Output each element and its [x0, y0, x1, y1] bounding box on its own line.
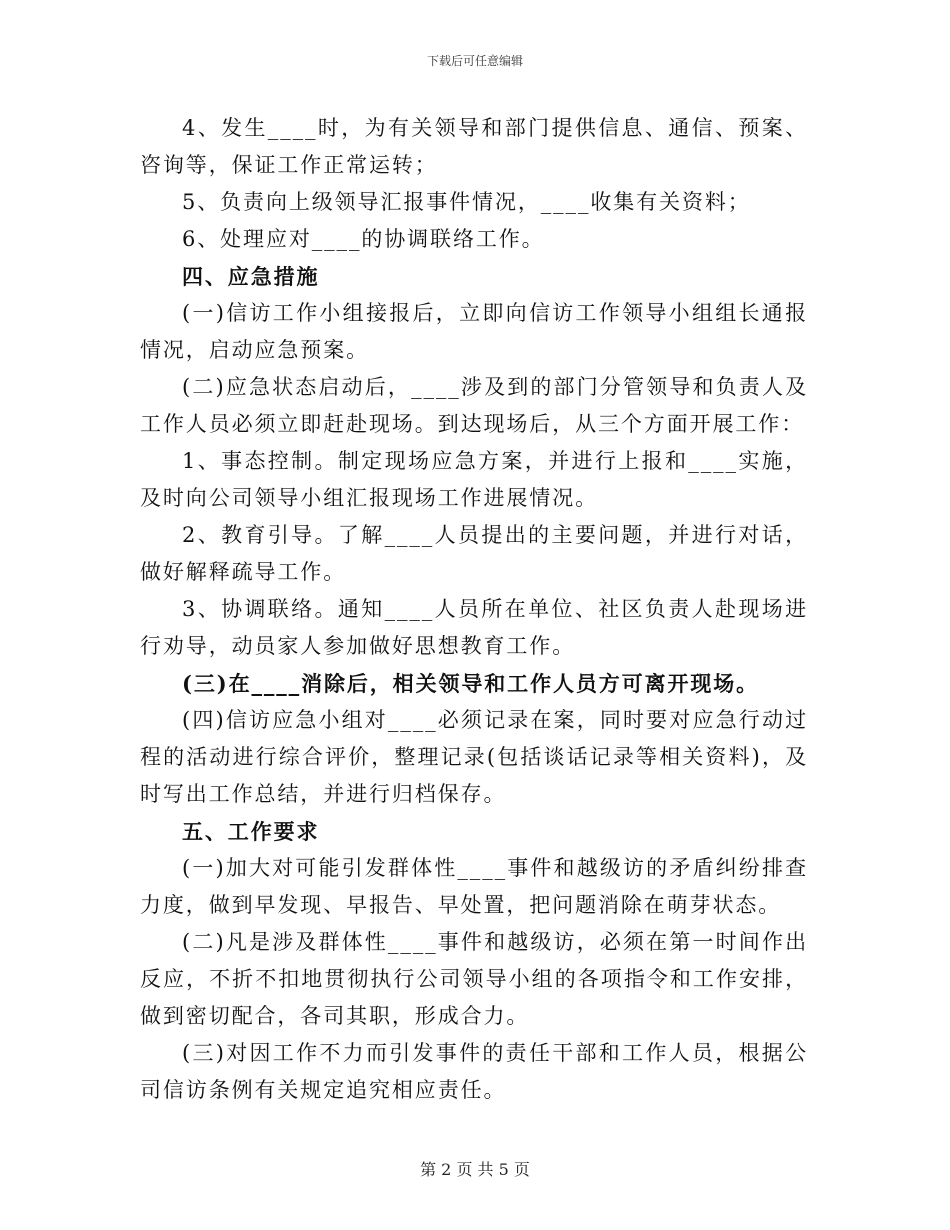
page-footer: 第 2 页 共 5 页 [420, 1160, 530, 1179]
document-body [140, 110, 808, 1109]
paragraph-measure-3-bold: (三)在____消除后，相关领导和工作人员方可离开现场。 [182, 671, 760, 696]
paragraph-measure-4: (四)信访应急小组对____必须记录在案，同时要对应急行动过程的活动进行综合评价，整理记录(包括谈话记录等相关资料)，及时写出工作总结，并进行归档保存。 [140, 708, 808, 806]
paragraph-education-guidance: 2、教育引导。了解____人员提出的主要问题，并进行对话，做好解释疏导工作。 [140, 523, 808, 584]
paragraph-measure-2: (二)应急状态启动后，____涉及到的部门分管领导和负责人及工作人员必须立即赶赴现场。到达现场后，从三个方面开展工作： [140, 375, 808, 436]
paragraph-6: 6、处理应对____的协调联络工作。 [182, 227, 545, 251]
paragraph-coordination: 3、协调联络。通知____人员所在单位、社区负责人赴现场进行劝导，动员家人参加做好思想教育工作。 [140, 597, 808, 658]
paragraph-requirement-1: (一)加大对可能引发群体性____事件和越级访的矛盾纠纷排查力度，做到早发现、早报告、早处置，把问题消除在萌芽状态。 [140, 856, 808, 917]
paragraph-4: 4、发生____时，为有关领导和部门提供信息、通信、预案、咨询等，保证工作正常运转； [140, 116, 808, 177]
page-header: 下载后可任意编辑 [426, 54, 523, 68]
paragraph-requirement-2: (二)凡是涉及群体性____事件和越级访，必须在第一时间作出反应，不折不扣地贯彻执行公司领导小组的各项指令和工作安排，做到密切配合，各司其职，形成合力。 [140, 930, 808, 1028]
section-heading-emergency-measures: 四、应急措施 [182, 264, 320, 289]
paragraph-5: 5、负责向上级领导汇报事件情况，____收集有关资料； [182, 190, 751, 214]
paragraph-requirement-3: (三)对因工作不力而引发事件的责任干部和工作人员，根据公司信访条例有关规定追究相应责任。 [140, 1041, 808, 1102]
paragraph-event-control: 1、事态控制。制定现场应急方案，并进行上报和____实施，及时向公司领导小组汇报现场工作进展情况。 [140, 449, 808, 510]
paragraph-measure-1: (一)信访工作小组接报后，立即向信访工作领导小组组长通报情况，启动应急预案。 [140, 301, 808, 362]
section-heading-work-requirements: 五、工作要求 [182, 819, 320, 844]
